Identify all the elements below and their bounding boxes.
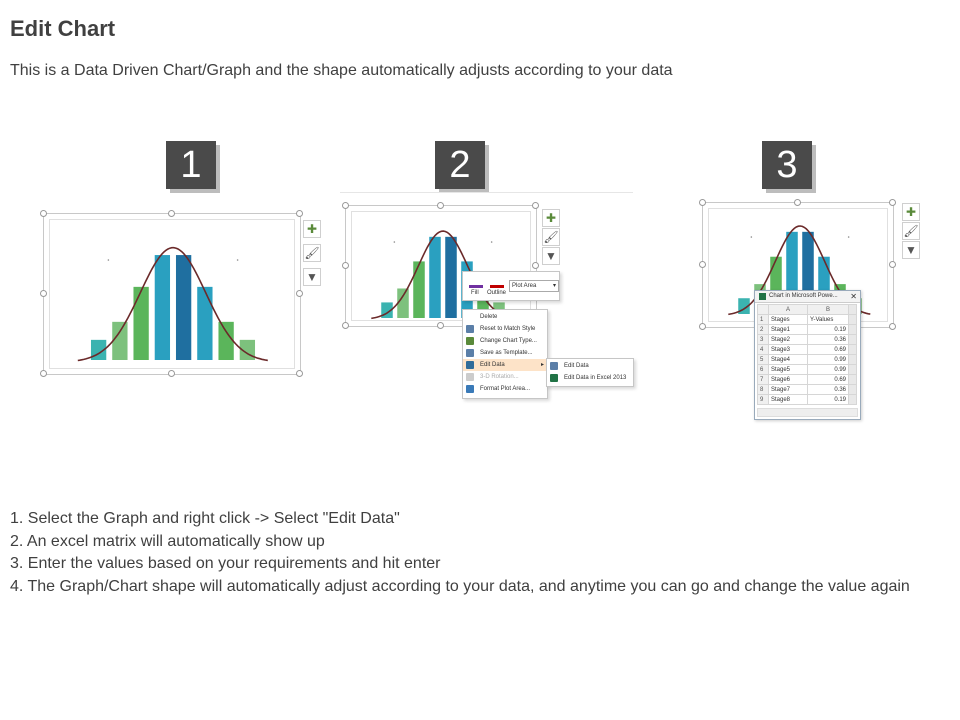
resize-handle[interactable]: [342, 262, 349, 269]
marker-dot: [848, 236, 850, 238]
chart-elements-button-3[interactable]: ✚: [902, 203, 920, 221]
sheet-titlebar: Chart in Microsoft Powe... ✕: [755, 291, 860, 303]
sheet-row[interactable]: 1 Stages Y-Values: [758, 315, 857, 325]
step-badge-3: 3: [762, 141, 812, 189]
bar-stage5[interactable]: [176, 255, 191, 360]
resize-handle[interactable]: [40, 370, 47, 377]
menu-item-reset[interactable]: Reset to Match Style: [463, 323, 547, 335]
marker-dot: [237, 259, 239, 261]
chart-elements-button-1[interactable]: ✚: [303, 220, 321, 238]
resize-handle[interactable]: [889, 323, 896, 330]
menu-item-format-plot-area[interactable]: Format Plot Area...: [463, 383, 547, 395]
chart-frame-1[interactable]: [43, 213, 301, 375]
marker-dot: [108, 259, 110, 261]
close-icon[interactable]: ✕: [850, 292, 857, 301]
sheet-row[interactable]: 9 Stage8 0.19: [758, 395, 857, 405]
step-3: 3. Enter the values based on your requirements and hit enter: [10, 555, 441, 572]
sheet-row[interactable]: 4 Stage3 0.69: [758, 345, 857, 355]
submenu-edit-data[interactable]: Edit Data: [547, 360, 633, 372]
chart-styles-button-3[interactable]: 🖌: [903, 224, 919, 238]
resize-handle[interactable]: [296, 370, 303, 377]
chart-elements-button-2[interactable]: ✚: [542, 209, 560, 227]
bar-stage5[interactable]: [445, 237, 457, 318]
menu-item-save-template[interactable]: Save as Template...: [463, 347, 547, 359]
resize-handle[interactable]: [699, 199, 706, 206]
bar-stage4[interactable]: [155, 255, 170, 360]
resize-handle[interactable]: [889, 199, 896, 206]
bar-stage6[interactable]: [197, 287, 212, 360]
mini-toolbar: [462, 271, 560, 301]
menu-item-edit-data[interactable]: Edit Data ▸: [463, 359, 547, 371]
chart-1[interactable]: [44, 214, 300, 374]
step-2: 2. An excel matrix will automatically show up: [10, 532, 325, 550]
resize-handle[interactable]: [40, 210, 47, 217]
resize-handle[interactable]: [40, 290, 47, 297]
resize-handle[interactable]: [532, 262, 539, 269]
resize-handle[interactable]: [296, 210, 303, 217]
resize-handle[interactable]: [794, 199, 801, 206]
chart-2[interactable]: [346, 206, 536, 326]
chart-filter-button-2[interactable]: ▼: [542, 247, 560, 265]
sheet-row[interactable]: 8 Stage7 0.36: [758, 385, 857, 395]
excel-icon: [759, 293, 766, 300]
chart-filter-button-3[interactable]: ▼: [902, 241, 920, 259]
menu-item-3d-rotation[interactable]: 3-D Rotation...: [463, 371, 547, 383]
resize-handle[interactable]: [699, 261, 706, 268]
step-badge-1: 1: [166, 141, 216, 189]
chart-filter-button-1[interactable]: ▼: [303, 268, 321, 286]
sheet-row[interactable]: 2 Stage1 0.19: [758, 325, 857, 335]
sheet-row[interactable]: 3 Stage2 0.36: [758, 335, 857, 345]
plot-area-dropdown[interactable]: Plot Area ▾: [509, 280, 559, 292]
marker-dot: [491, 241, 493, 243]
horizontal-scrollbar[interactable]: [757, 408, 858, 417]
sheet-row[interactable]: 7 Stage6 0.69: [758, 375, 857, 385]
resize-handle[interactable]: [342, 202, 349, 209]
resize-handle[interactable]: [532, 202, 539, 209]
page-subtitle: This is a Data Driven Chart/Graph and the shape automatically adjusts according to your data: [10, 62, 673, 79]
resize-handle[interactable]: [296, 290, 303, 297]
resize-handle[interactable]: [699, 323, 706, 330]
step-badge-2: 2: [435, 141, 485, 189]
marker-dot: [751, 236, 753, 238]
marker-dot: [394, 241, 396, 243]
instructions: [10, 508, 950, 598]
resize-handle[interactable]: [437, 322, 444, 329]
chart-styles-button-2[interactable]: 🖌: [543, 230, 559, 244]
excel-data-sheet[interactable]: Chart in Microsoft Powe... ✕ A B 1 Stages Y-Values 2 Stage1 0.19 3 Stage2 0.36 4 Stage3 0.69 5 Stage4 0.99 6 Stage5 0.99 7 Stage6 0.69 8 Stage7 0.36 9 Stage8 0.19: [754, 290, 861, 420]
outline-label: Outline: [487, 290, 507, 296]
sheet-row[interactable]: 6 Stage5 0.99: [758, 365, 857, 375]
outline-icon[interactable]: [490, 275, 504, 288]
fill-icon[interactable]: [469, 275, 483, 288]
menu-item-delete[interactable]: Delete: [463, 311, 547, 323]
page-title: Edit Chart: [10, 16, 116, 41]
bar-stage2[interactable]: [397, 288, 409, 318]
bar-stage2[interactable]: [112, 322, 127, 360]
bell-curve-line[interactable]: [78, 248, 268, 361]
resize-handle[interactable]: [342, 322, 349, 329]
chart-styles-button-1[interactable]: 🖌: [304, 246, 320, 260]
bar-stage4[interactable]: [429, 237, 441, 318]
fill-label: Fill: [471, 290, 479, 296]
submenu-edit-data-excel[interactable]: Edit Data in Excel 2013: [547, 372, 633, 384]
resize-handle[interactable]: [168, 370, 175, 377]
resize-handle[interactable]: [437, 202, 444, 209]
step-4: 4. The Graph/Chart shape will automatically adjust according to your data, and anytime you can go and change the value again: [10, 577, 910, 595]
sheet-row[interactable]: 5 Stage4 0.99: [758, 355, 857, 365]
bar-stage3[interactable]: [133, 287, 148, 360]
resize-handle[interactable]: [889, 261, 896, 268]
resize-handle[interactable]: [168, 210, 175, 217]
bar-stage3[interactable]: [413, 261, 425, 318]
bar-stage7[interactable]: [218, 322, 233, 360]
edit-data-submenu: [546, 358, 634, 387]
step-1: 1. Select the Graph and right click -> Select "Edit Data": [10, 510, 400, 527]
context-menu: [462, 309, 548, 399]
menu-item-change-chart-type[interactable]: Change Chart Type...: [463, 335, 547, 347]
